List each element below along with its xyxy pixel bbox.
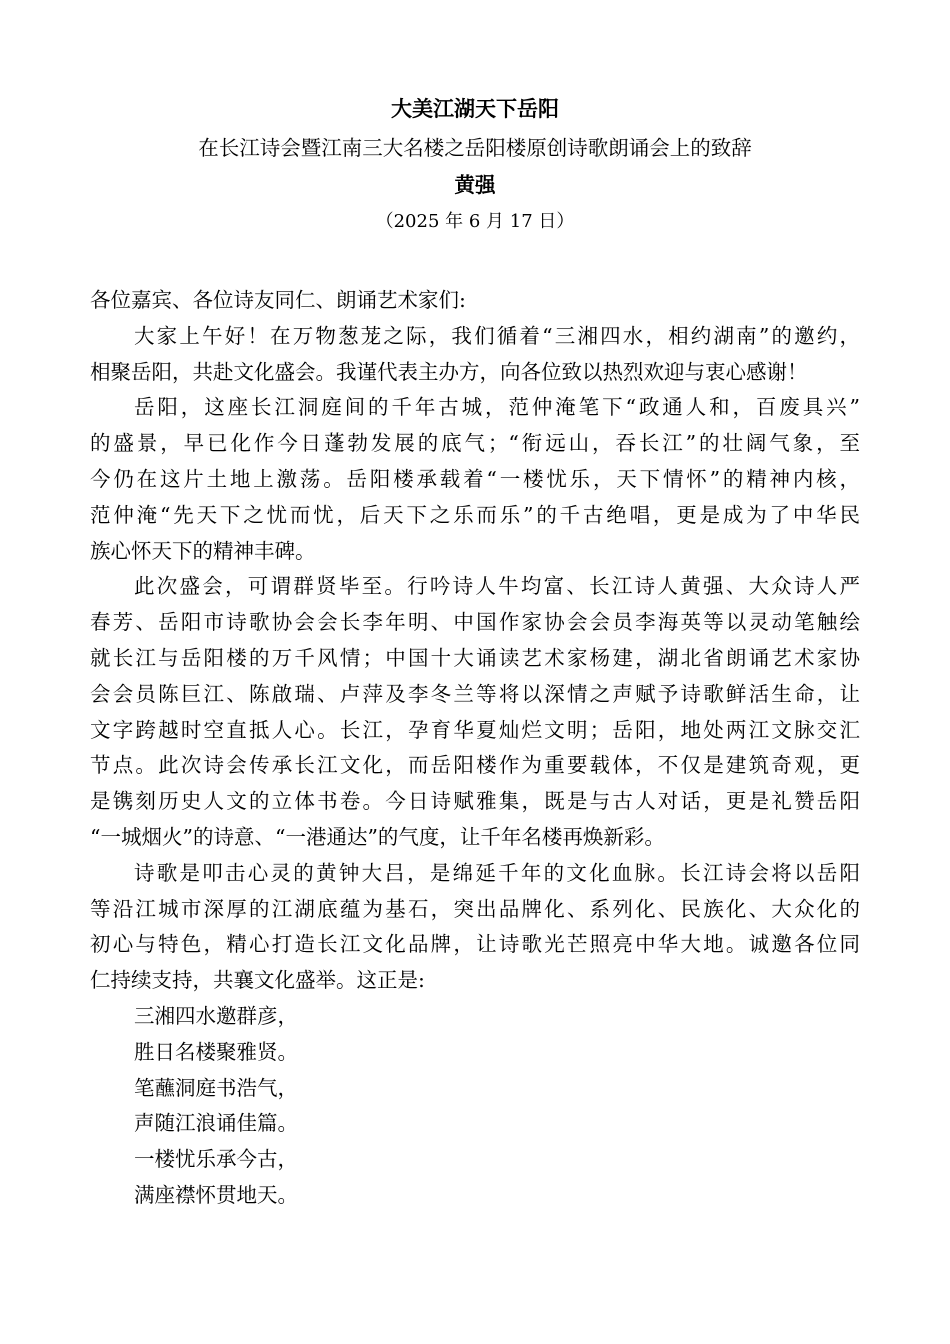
paragraph-line: 文字跨越时空直抵人心。长江，孕育华夏灿烂文明；岳阳，地处两江文脉交汇 <box>90 717 860 742</box>
paragraph-line: 范仲淹“先天下之忧而忧，后天下之乐而乐”的千古绝唱，更是成为了中华民 <box>90 502 860 527</box>
poem-line: 三湘四水邀群彦， <box>134 1003 298 1028</box>
paragraph-line: 春芳、岳阳市诗歌协会会长李年明、中国作家协会会员李海英等以灵动笔触绘 <box>90 610 860 635</box>
closing-poem <box>90 999 860 1214</box>
paragraph-line: 的盛景，早已化作今日蓬勃发展的底气；“衔远山，吞长江”的壮阔气象，至 <box>90 431 860 456</box>
poem-line: 胜日名楼聚雅贤。 <box>134 1039 298 1064</box>
paragraph-line: 族心怀天下的精神丰碑。 <box>90 538 316 563</box>
paragraph-line: 仁持续支持，共襄文化盛举。这正是: <box>90 968 425 993</box>
poem-line: 笔蘸洞庭书浩气， <box>134 1075 298 1100</box>
paragraph-line: “一城烟火”的诗意、“一港通达”的气度，让千年名楼再焕新彩。 <box>90 824 665 849</box>
paragraph <box>90 856 860 999</box>
document-subtitle: 在长江诗会暨江南三大名楼之岳阳楼原创诗歌朗诵会上的致辞 <box>198 136 752 160</box>
paragraph-line: 岳阳，这座长江洞庭间的千年古城，范仲淹笔下“政通人和，百废具兴” <box>134 395 860 420</box>
document-title: 大美江湖天下岳阳 <box>391 96 559 121</box>
paragraph-line: 此次盛会，可谓群贤毕至。行吟诗人牛均富、长江诗人黄强、大众诗人严 <box>134 574 860 599</box>
speech-date: （2025 年 6 月 17 日） <box>375 211 575 232</box>
paragraph <box>90 390 860 569</box>
paragraph-line: 节点。此次诗会传承长江文化，而岳阳楼作为重要载体，不仅是建筑奇观，更 <box>90 753 860 778</box>
paragraph <box>90 319 860 391</box>
paragraph-line: 是镌刻历史人文的立体书卷。今日诗赋雅集，既是与古人对话，更是礼赞岳阳 <box>90 789 860 814</box>
paragraph-line: 诗歌是叩击心灵的黄钟大吕，是绵延千年的文化血脉。长江诗会将以岳阳 <box>134 860 860 885</box>
paragraph-line: 等沿江城市深厚的江湖底蕴为基石，突出品牌化、系列化、民族化、大众化的 <box>90 896 860 921</box>
paragraph-line: 初心与特色，精心打造长江文化品牌，让诗歌光芒照亮中华大地。诚邀各位同 <box>90 932 860 957</box>
author-name: 黄强 <box>454 173 496 197</box>
paragraph-line: 相聚岳阳，共赴文化盛会。我谨代表主办方，向各位致以热烈欢迎与衷心感谢！ <box>90 359 808 384</box>
paragraph-line: 就长江与岳阳楼的万千风情；中国十大诵读艺术家杨建，湖北省朗诵艺术家协 <box>90 645 860 670</box>
speech-body <box>90 283 860 1214</box>
paragraph-line: 会会员陈巨江、陈啟瑞、卢萍及李冬兰等将以深情之声赋予诗歌鲜活生命，让 <box>90 681 860 706</box>
poem-line: 声随江浪诵佳篇。 <box>134 1111 298 1136</box>
poem-line: 一楼忧乐承今古， <box>134 1147 298 1172</box>
paragraph-line: 今仍在这片土地上激荡。岳阳楼承载着“一楼忧乐，天下情怀”的精神内核， <box>90 466 860 491</box>
paragraph-line: 大家上午好！在万物葱茏之际，我们循着“三湘四水，相约湖南”的邀约， <box>134 323 860 348</box>
paragraph <box>90 569 860 855</box>
salutation: 各位嘉宾、各位诗友同仁、朗诵艺术家们: <box>90 288 466 312</box>
poem-line: 满座襟怀贯地天。 <box>134 1182 298 1207</box>
